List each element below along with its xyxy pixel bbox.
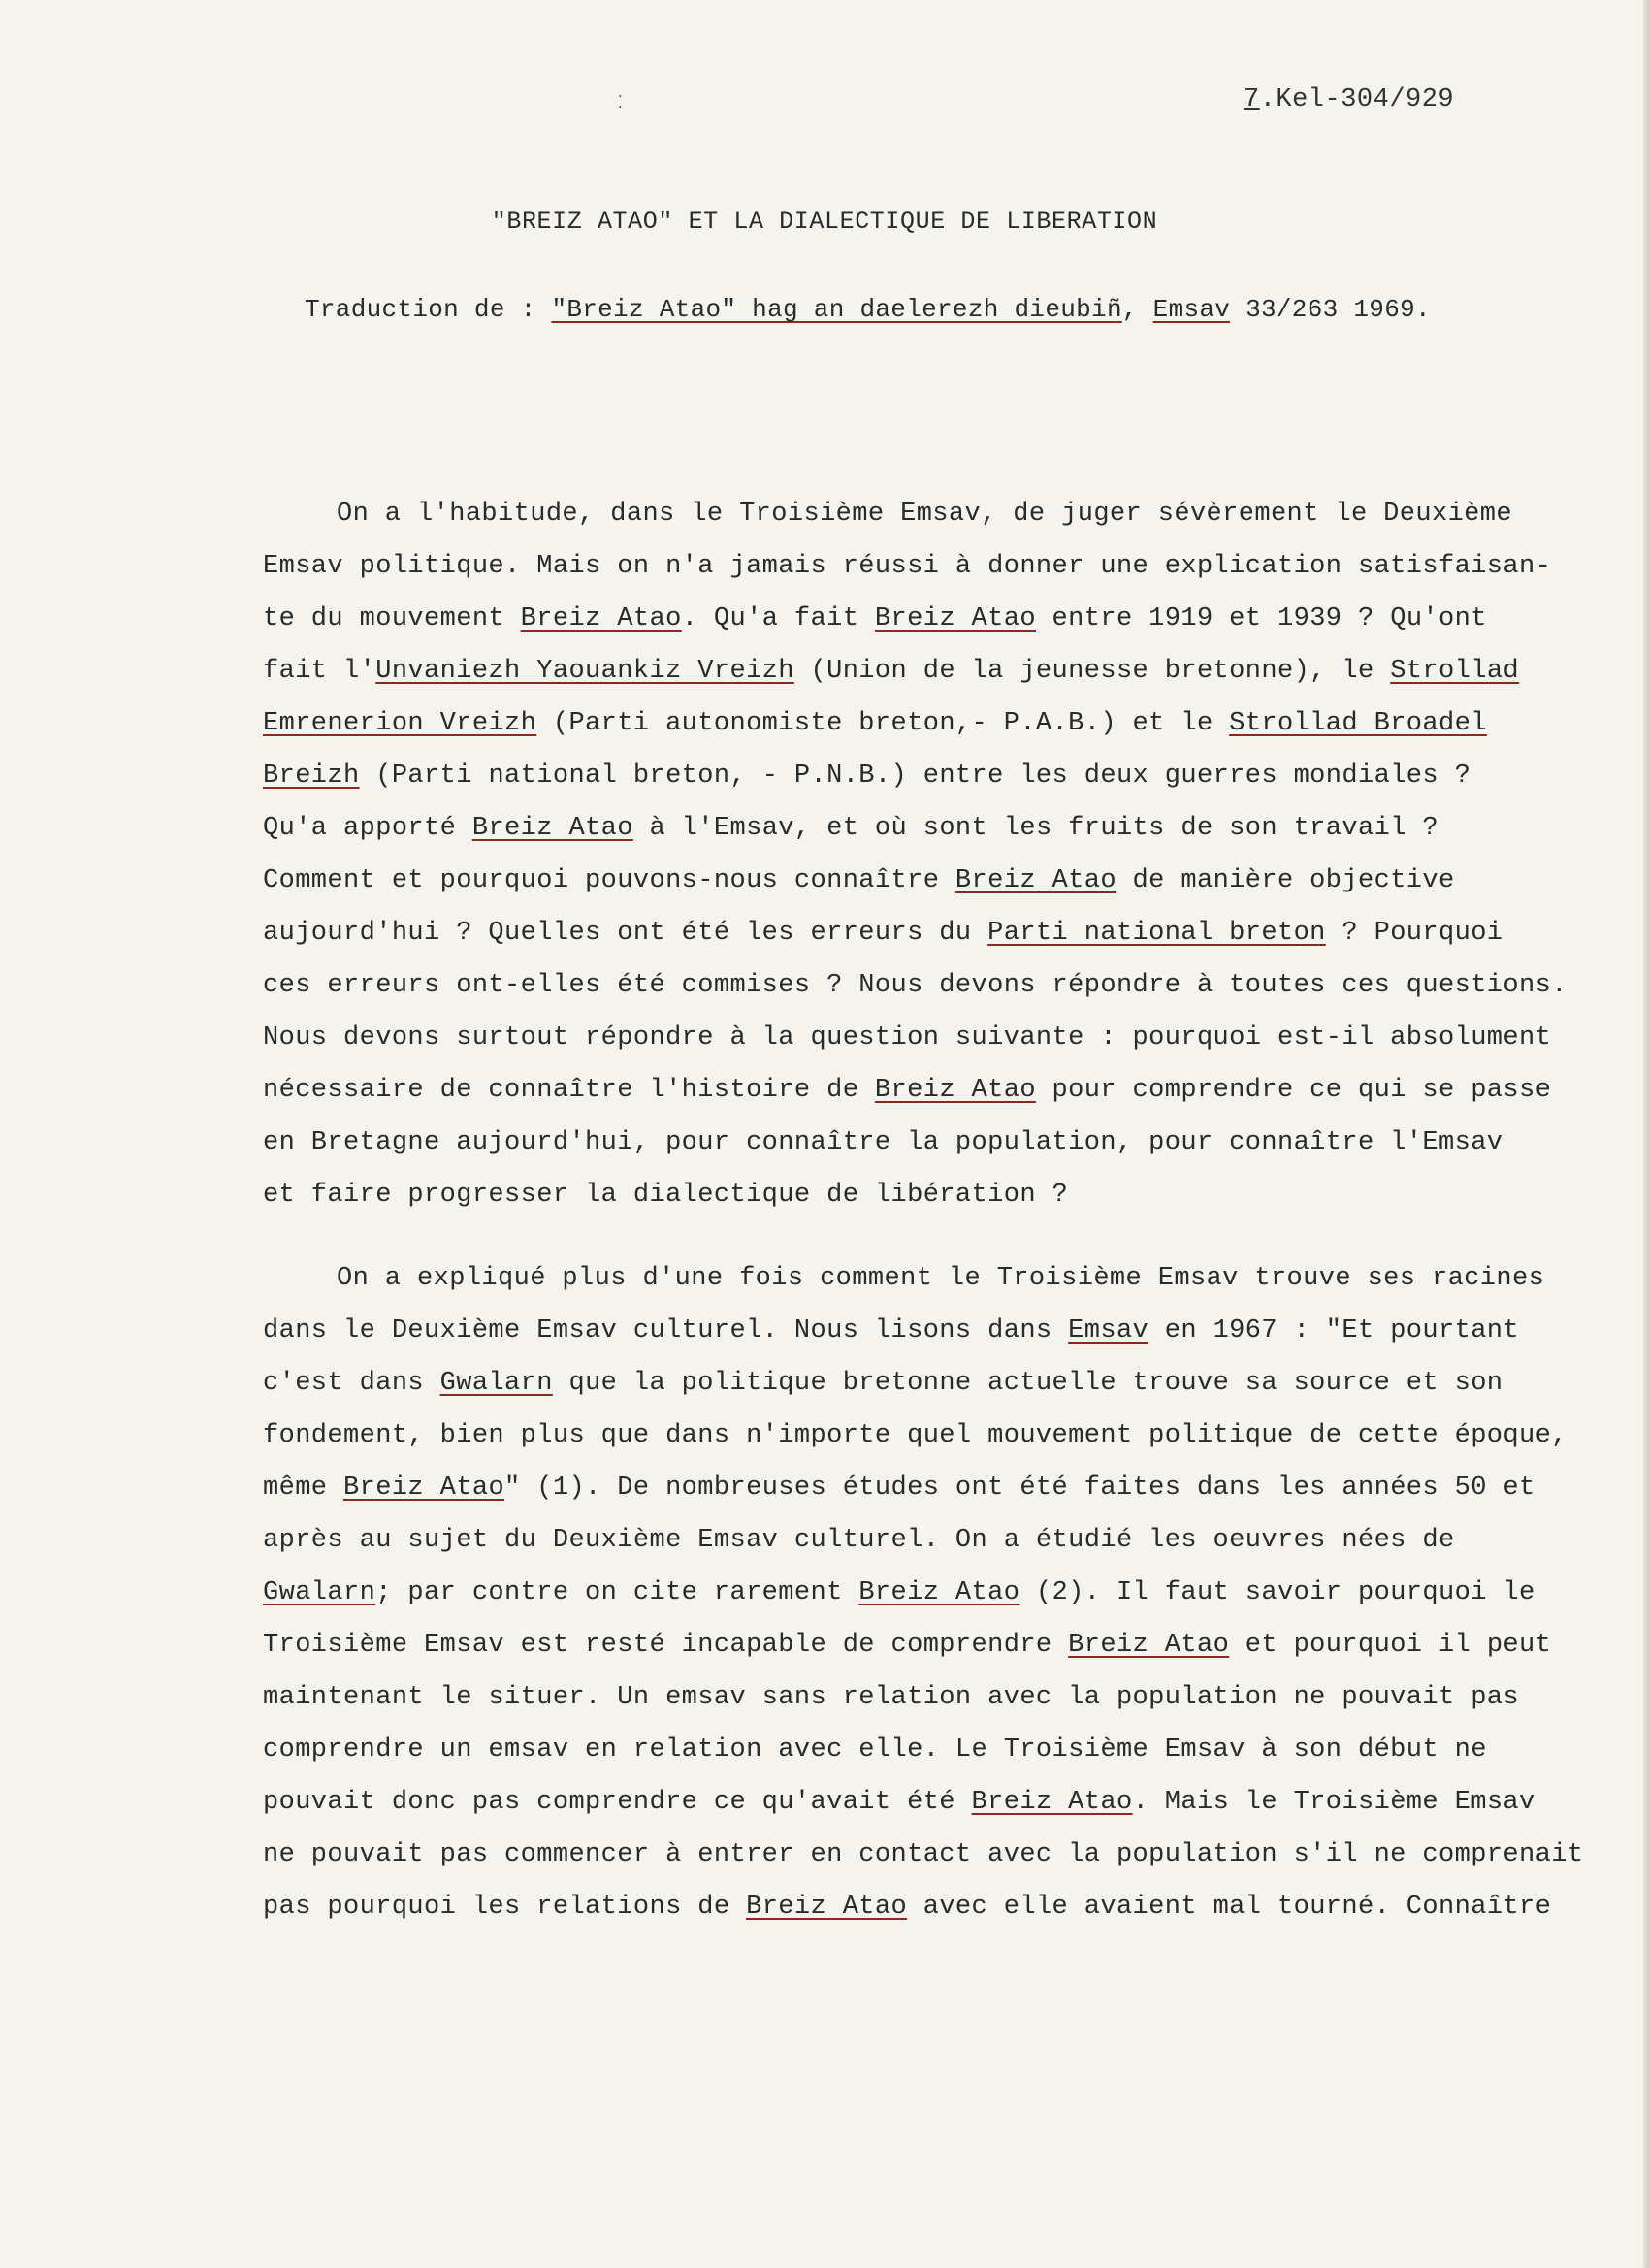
underlined-term: Breiz Atao (1068, 1631, 1230, 1660)
text-segment: de manière objective (1116, 866, 1455, 895)
text-segment: aujourd'hui ? Quelles ont été les erreurs du (263, 919, 988, 948)
text-line (263, 802, 1553, 855)
text-segment: Emsav politique. Mais on n'a jamais réussi à donner une explication satisfaisan- (263, 552, 1552, 581)
underlined-term: Breiz Atao (520, 604, 682, 633)
archive-reference (1244, 85, 1454, 114)
underlined-term: Breizh (263, 761, 360, 791)
stray-mark: ː (613, 89, 628, 115)
underlined-term: Parti national breton (987, 919, 1326, 948)
text-line (263, 1169, 1553, 1221)
text-line (263, 1252, 1553, 1305)
text-segment: (Parti autonomiste breton,- P.A.B.) et le (536, 709, 1230, 738)
document-title: "BREIZ ATAO" ET LA DIALECTIQUE DE LIBERATION (491, 208, 1158, 236)
text-line (263, 750, 1553, 802)
text-line (263, 907, 1553, 959)
text-line (263, 1117, 1553, 1169)
text-segment: maintenant le situer. Un emsav sans relation avec la population ne pouvait pas (263, 1683, 1520, 1712)
underlined-term: Breiz Atao (343, 1474, 505, 1503)
text-segment: en Bretagne aujourd'hui, pour connaître la population, pour connaître l'Emsav (263, 1128, 1504, 1157)
text-segment: entre 1919 et 1939 ? Qu'ont (1035, 604, 1487, 633)
underlined-term: Breiz Atao (971, 1788, 1133, 1817)
text-line (263, 1829, 1584, 1881)
underlined-term: Gwalarn (263, 1578, 376, 1607)
underlined-term: Breiz Atao (746, 1893, 908, 1922)
underlined-term: Breiz Atao (874, 1076, 1036, 1105)
text-segment: " (1). De nombreuses études ont été faites dans les années 50 et (504, 1474, 1536, 1503)
text-line (263, 1619, 1553, 1671)
journal-name: Emsav (1152, 295, 1231, 324)
underlined-term: Strollad (1390, 657, 1520, 686)
paragraph-1 (263, 488, 1568, 1221)
text-segment: fondement, bien plus que dans n'importe quel mouvement politique de cette époque, (263, 1421, 1568, 1450)
text-segment: c'est dans (263, 1369, 440, 1398)
text-segment: . Qu'a fait (681, 604, 875, 633)
source-title: "Breiz Atao" hag an daelerezh dieubiñ (551, 295, 1122, 324)
text-segment: (Union de la jeunesse bretonne), le (793, 657, 1391, 686)
text-segment: ? Pourquoi (1325, 919, 1504, 948)
text-line (263, 1514, 1553, 1567)
text-segment: après au sujet du Deuxième Emsav culturel. On a étudié les oeuvres nées de (263, 1526, 1455, 1555)
underlined-term: Breiz Atao (471, 814, 633, 843)
text-segment: Comment et pourquoi pouvons-nous connaître (263, 866, 955, 895)
issue-number: 33/263 1969. (1230, 295, 1431, 324)
text-segment: fait l' (263, 657, 376, 686)
text-segment: Qu'a apporté (263, 814, 472, 843)
text-segment: pour comprendre ce qui se passe (1035, 1076, 1552, 1105)
text-segment: à l'Emsav, et où sont les fruits de son travail ? (632, 814, 1439, 843)
text-segment: pas pourquoi les relations de (263, 1893, 747, 1922)
text-line (263, 1671, 1553, 1724)
text-segment: pouvait donc pas comprendre ce qu'avait été (263, 1788, 972, 1817)
text-line (263, 697, 1553, 750)
text-segment: ces erreurs ont-elles été commises ? Nous devons répondre à toutes ces questions. (263, 971, 1568, 1000)
text-segment: te du mouvement (263, 604, 521, 633)
underlined-term: Emrenerion Vreizh (263, 709, 537, 738)
text-line (263, 1567, 1553, 1619)
translation-source (305, 295, 1431, 324)
text-segment: et pourquoi il peut (1229, 1631, 1552, 1660)
page-edge (1643, 0, 1649, 2268)
text-segment: (Parti national breton, - P.N.B.) entre les deux guerres mondiales ? (359, 761, 1471, 791)
text-line (263, 1462, 1553, 1514)
text-line (263, 1881, 1553, 1933)
underlined-term: Breiz Atao (874, 604, 1036, 633)
reference-code: .Kel-304/929 (1259, 85, 1455, 114)
text-segment: nécessaire de connaître l'histoire de (263, 1076, 875, 1105)
text-segment: que la politique bretonne actuelle trouve sa source et son (552, 1369, 1504, 1398)
subtitle-prefix: Traduction de : (305, 295, 552, 324)
text-line (263, 1409, 1568, 1462)
text-segment: avec elle avaient mal tourné. Connaître (907, 1893, 1552, 1922)
text-segment: dans le Deuxième Emsav culturel. Nous lisons dans (263, 1316, 1069, 1345)
subtitle-comma: , (1121, 295, 1153, 324)
reference-number: 7 (1244, 85, 1260, 114)
text-segment: . Mais le Troisième Emsav (1132, 1788, 1536, 1817)
text-segment: en 1967 : "Et pourtant (1148, 1316, 1520, 1345)
text-line (263, 645, 1553, 697)
text-segment: ne pouvait pas commencer à entrer en contact avec la population s'il ne comprenait (263, 1840, 1584, 1869)
underlined-term: Strollad Broadel (1229, 709, 1487, 738)
text-line (263, 593, 1553, 645)
text-segment: Nous devons surtout répondre à la question suivante : pourquoi est-il absolument (263, 1023, 1552, 1053)
text-segment: et faire progresser la dialectique de libération ? (263, 1181, 1069, 1210)
text-line (263, 1305, 1553, 1357)
text-segment: On a l'habitude, dans le Troisième Emsav, de juger sévèrement le Deuxième (337, 500, 1512, 529)
text-line (263, 959, 1568, 1012)
text-line (263, 540, 1553, 593)
text-line (263, 1357, 1553, 1409)
text-segment: On a expliqué plus d'une fois comment le Troisième Emsav trouve ses racines (337, 1264, 1545, 1293)
underlined-term: Unvaniezh Yaouankiz Vreizh (375, 657, 794, 686)
text-segment: Troisième Emsav est resté incapable de comprendre (263, 1631, 1069, 1660)
text-segment: même (263, 1474, 344, 1503)
text-line (263, 1064, 1553, 1117)
text-line (263, 1724, 1553, 1776)
text-segment: comprendre un emsav en relation avec elle. Le Troisième Emsav à son début ne (263, 1735, 1487, 1765)
text-line (263, 1012, 1553, 1064)
text-line (263, 488, 1553, 540)
text-line (263, 1776, 1553, 1829)
text-segment: (2). Il faut savoir pourquoi le (1019, 1578, 1536, 1607)
underlined-term: Breiz Atao (858, 1578, 1020, 1607)
paragraph-2 (263, 1252, 1584, 1933)
underlined-term: Breiz Atao (954, 866, 1116, 895)
text-line (263, 855, 1553, 907)
underlined-term: Emsav (1068, 1316, 1149, 1345)
text-segment: ; par contre on cite rarement (375, 1578, 859, 1607)
underlined-term: Gwalarn (439, 1369, 553, 1398)
